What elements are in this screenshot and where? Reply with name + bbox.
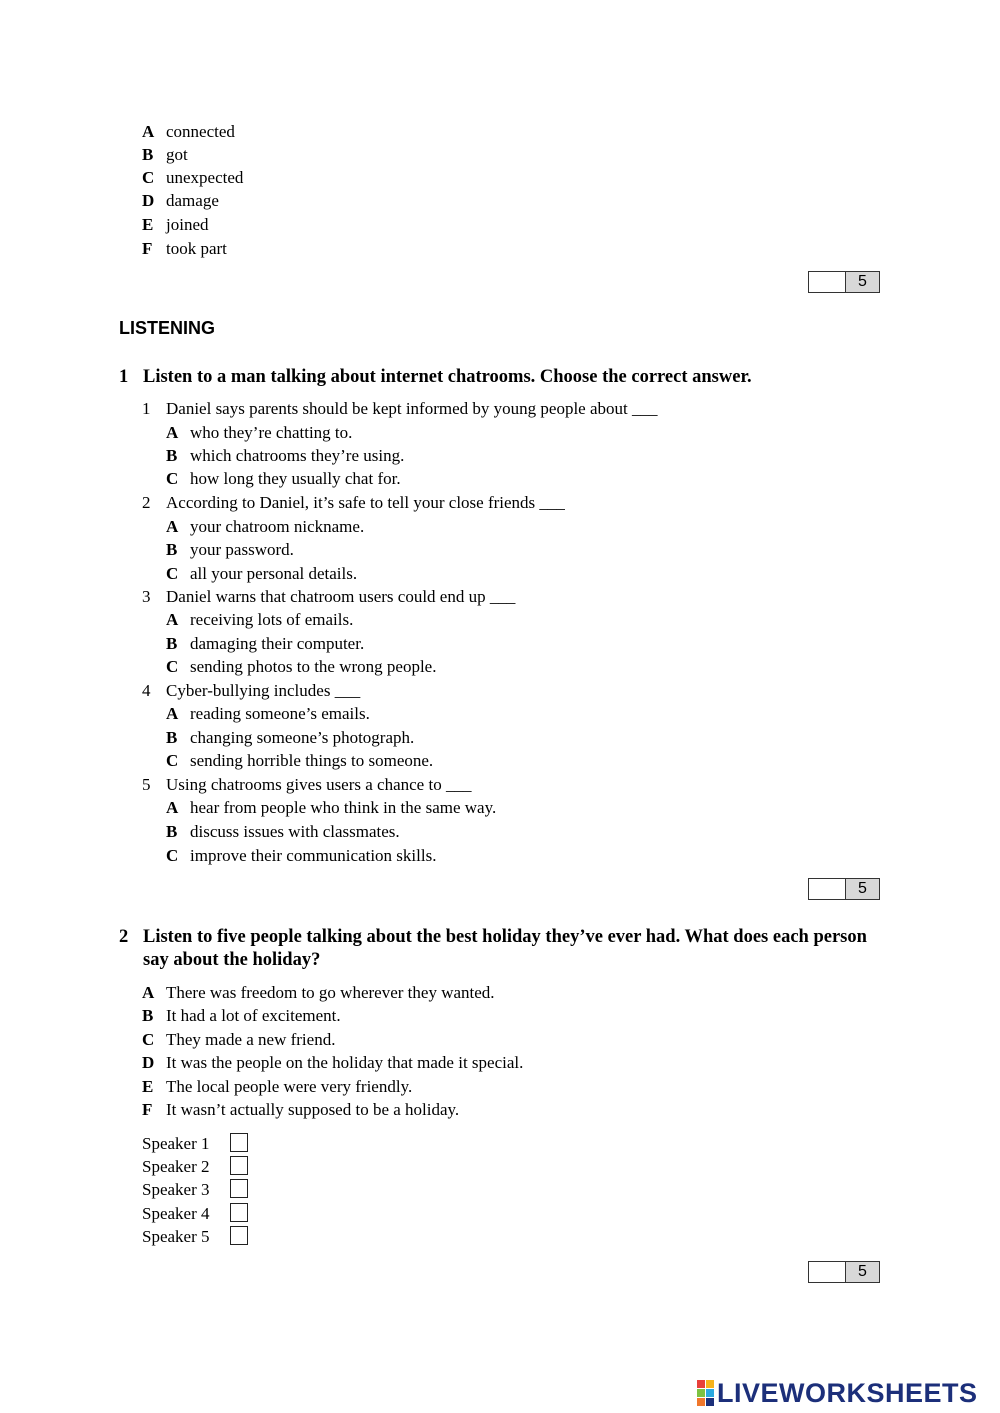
score-box [808, 1261, 880, 1283]
section-heading: LISTENING [119, 318, 216, 338]
vocab-option: F took part [142, 239, 227, 258]
answer-option[interactable]: B changing someone’s photograph. [166, 728, 415, 747]
logo-icon [697, 1380, 714, 1406]
logo-square [697, 1389, 705, 1397]
logo-square [706, 1389, 714, 1397]
answer-option[interactable]: C how long they usually chat for. [166, 469, 401, 488]
holiday-option: B It had a lot of excitement. [142, 1006, 341, 1025]
vocab-option: C unexpected [142, 168, 244, 187]
score-input[interactable] [809, 1262, 846, 1282]
logo-square [706, 1380, 714, 1388]
vocab-option: B got [142, 145, 188, 164]
answer-option[interactable]: B your password. [166, 540, 294, 559]
speaker-row: Speaker 3 [142, 1180, 210, 1200]
score-box [808, 271, 880, 293]
answer-option[interactable]: C sending horrible things to someone. [166, 751, 434, 770]
answer-option[interactable]: C improve their communication skills. [166, 846, 437, 865]
score-input[interactable] [809, 879, 846, 899]
answer-box[interactable] [230, 1226, 248, 1245]
answer-option[interactable]: B discuss issues with classmates. [166, 822, 400, 841]
answer-option[interactable]: A who they’re chatting to. [166, 423, 353, 442]
score-input[interactable] [809, 272, 846, 292]
liveworksheets-logo[interactable] [697, 1378, 978, 1408]
vocab-option: D damage [142, 191, 219, 210]
holiday-option: A There was freedom to go wherever they wanted. [142, 983, 495, 1002]
holiday-option: E The local people were very friendly. [142, 1077, 413, 1096]
vocab-option: E joined [142, 215, 209, 234]
answer-box[interactable] [230, 1156, 248, 1175]
holiday-option: D It was the people on the holiday that made it special. [142, 1053, 524, 1072]
logo-text: LIVEWORKSHEETS [717, 1377, 978, 1408]
answer-option[interactable]: B damaging their computer. [166, 634, 365, 653]
logo-square [706, 1398, 714, 1406]
question: 2 According to Daniel, it’s safe to tell your close friends ___ [142, 493, 565, 512]
speaker-row: Speaker 1 [142, 1134, 210, 1154]
holiday-option: F It wasn’t actually supposed to be a holiday. [142, 1100, 460, 1119]
question: 3 Daniel warns that chatroom users could end up ___ [142, 587, 516, 606]
question: 1 Daniel says parents should be kept informed by young people about ___ [142, 399, 658, 418]
answer-box[interactable] [230, 1133, 248, 1152]
logo-square [697, 1380, 705, 1388]
answer-option[interactable]: C all your personal details. [166, 564, 358, 583]
answer-option[interactable]: A receiving lots of emails. [166, 610, 354, 629]
answer-box[interactable] [230, 1179, 248, 1198]
score-max: 5 [846, 879, 879, 899]
answer-option[interactable]: A reading someone’s emails. [166, 704, 370, 723]
answer-option[interactable]: C sending photos to the wrong people. [166, 657, 437, 676]
answer-box[interactable] [230, 1203, 248, 1222]
answer-option[interactable]: B which chatrooms they’re using. [166, 446, 405, 465]
vocab-option: A connected [142, 122, 235, 141]
question: 4 Cyber-bullying includes ___ [142, 681, 361, 700]
question: 5 Using chatrooms gives users a chance to ___ [142, 775, 472, 794]
speaker-row: Speaker 5 [142, 1227, 210, 1247]
logo-square [697, 1398, 705, 1406]
speaker-row: Speaker 4 [142, 1204, 210, 1224]
holiday-option: C They made a new friend. [142, 1030, 336, 1049]
score-max: 5 [846, 1262, 879, 1282]
answer-option[interactable]: A your chatroom nickname. [166, 517, 365, 536]
speaker-row: Speaker 2 [142, 1157, 210, 1177]
score-max: 5 [846, 272, 879, 292]
answer-option[interactable]: A hear from people who think in the same way. [166, 798, 497, 817]
score-box [808, 878, 880, 900]
